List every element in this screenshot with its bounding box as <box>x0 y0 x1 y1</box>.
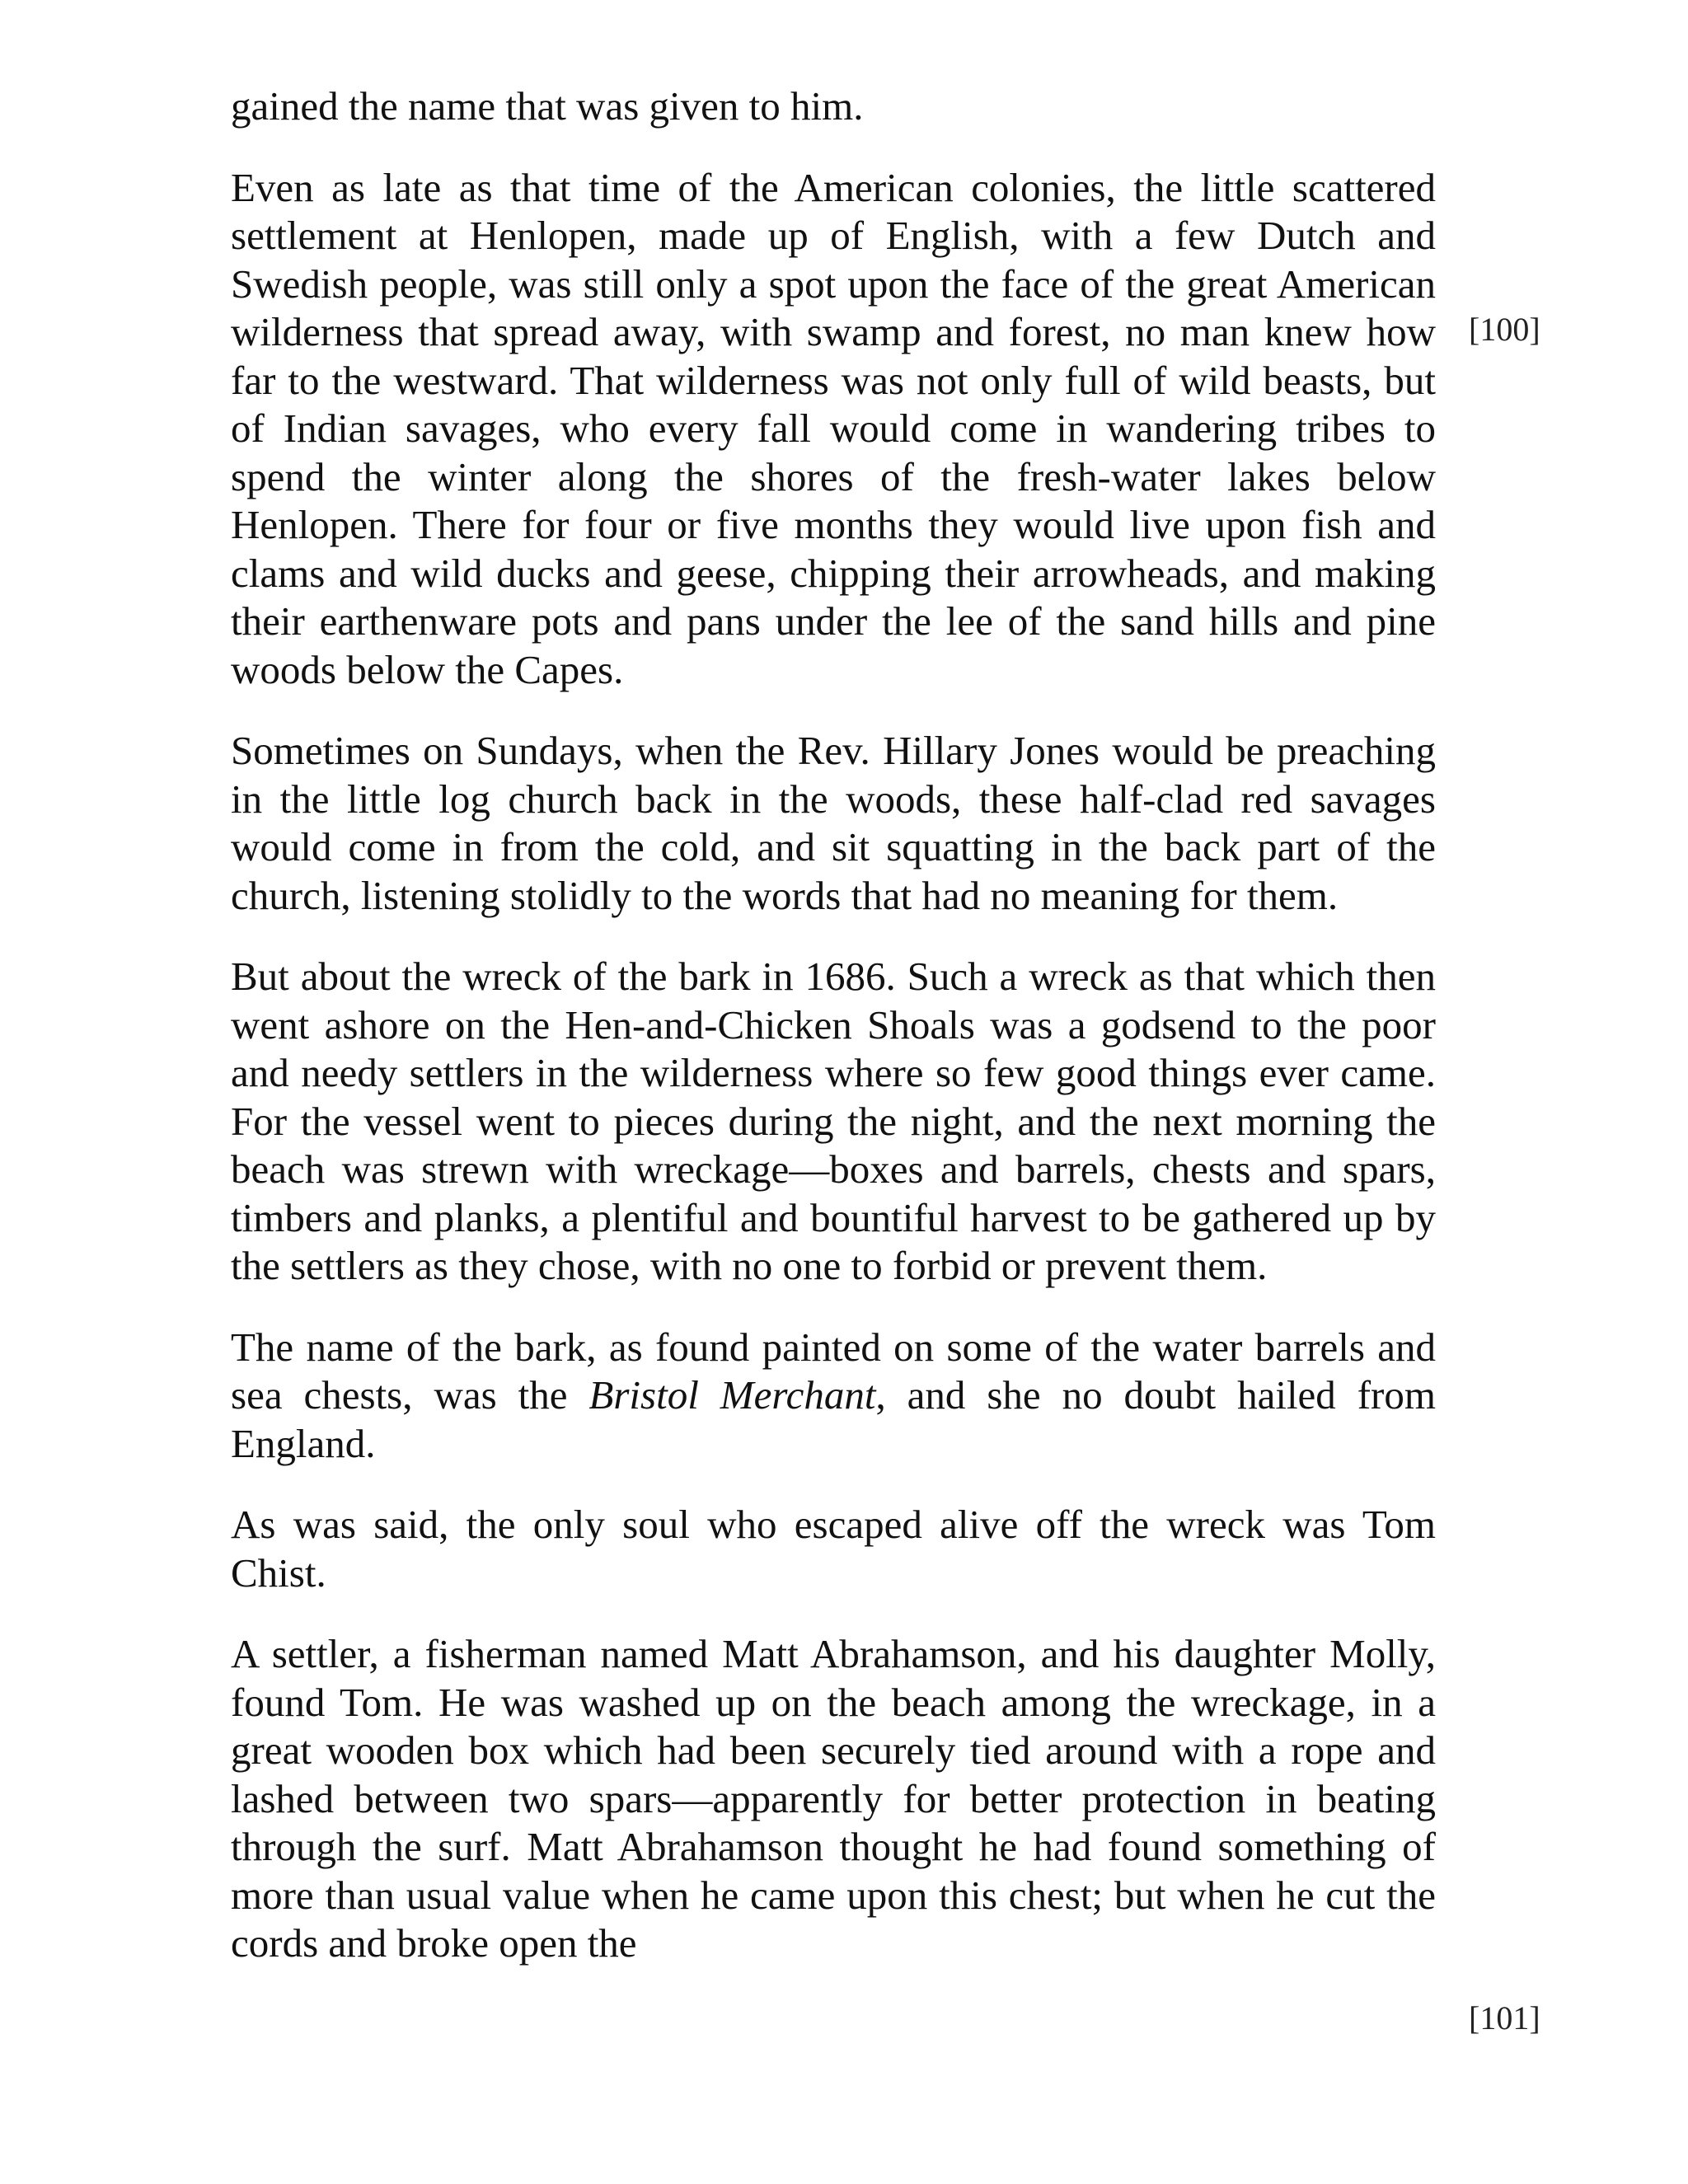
paragraph-continuation: gained the name that was given to him. <box>231 83 864 129</box>
page-number-marker: [101] <box>1469 1999 1540 2036</box>
paragraph-sundays-church: Sometimes on Sundays, when the Rev. Hillary Jones would be preaching in the little log church back in the woods, these half-clad red savages would come in from the cold, and sit squatting in the back part of the church, listening stolidly to the words that had no meaning for them. <box>231 728 1436 918</box>
bark-name-text-after: , and she no doubt hailed from England. <box>231 1372 1436 1466</box>
paragraph-bark-name <box>231 1324 1436 1469</box>
ship-name-italic: Bristol Merchant <box>588 1372 876 1418</box>
paragraph-wreck-1686: But about the wreck of the bark in 1686. Such a wreck as that which then went ashore on the Hen-and-Chicken Shoals was a godsend to the poor and needy settlers in the wilderness where so few good things ever came. For the vessel went to pieces during the night, and the next morning the beach was strewn with wreckage—boxes and barrels, chests and spars, timbers and planks, a plentiful and bountiful harvest to be gathered up by the settlers as they chose, with no one to forbid or prevent them. <box>231 954 1436 1288</box>
paragraph-henlopen-settlement: Even as late as that time of the American colonies, the little scattered settlement at Henlopen, made up of English, with a few Dutch and Swedish people, was still only a spot upon the face of the great American wilderness that spread away, with swamp and forest, no man knew how far to the westward. That wilderness was not only full of wild beasts, but of Indian savages, who every fall would come in wandering tribes to spend the winter along the shores of the fresh-water lakes below Henlopen. There for four or five months they would live upon fish and clams and wild ducks and geese, chipping their arrowheads, and making their earthenware pots and pans under the lee of the sand hills and pine woods below the Capes. <box>231 164 1436 692</box>
book-page-text <box>231 82 1436 2001</box>
paragraph-tom-chist: As was said, the only soul who escaped alive off the wreck was Tom Chist. <box>231 1502 1436 1596</box>
page-number-marker: [100] <box>1469 311 1540 348</box>
paragraph-matt-abrahamson: A settler, a fisherman named Matt Abrahamson, and his daughter Molly, found Tom. He was washed up on the beach among the wreckage, in a great wooden box which had been securely tied around with a rope and lashed between two spars—apparently for better protection in beating through the surf. Matt Abrahamson thought he had found something of more than usual value when he came upon this chest; but when he cut the cords and broke open the <box>231 1631 1436 1966</box>
bark-name-text-before: The name of the bark, as found painted on some of the water barrels and sea chests, was the <box>231 1324 1436 1418</box>
